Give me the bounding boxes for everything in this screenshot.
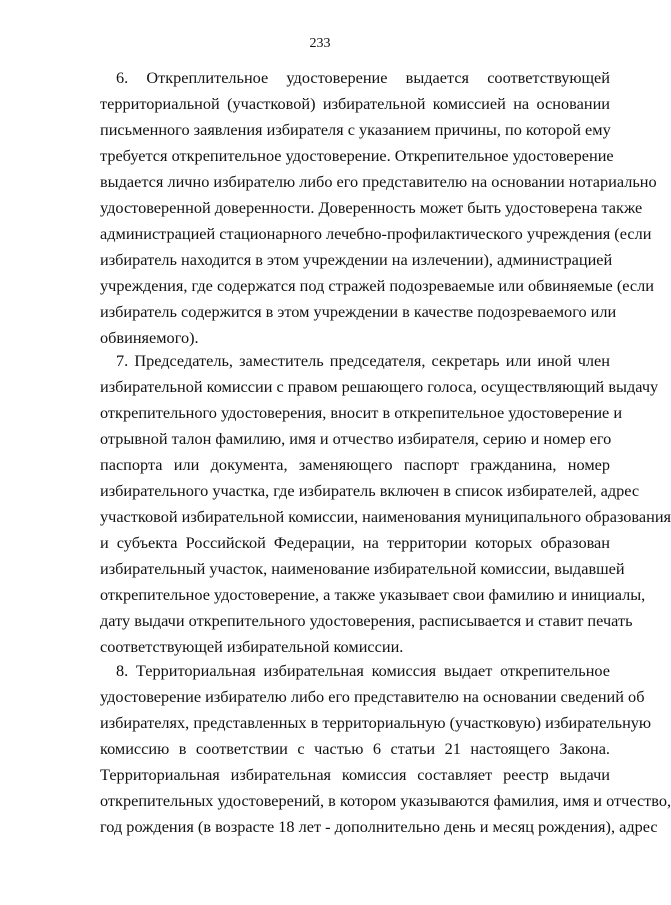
text-line: паспорта или документа, заменяющего паспорт гражданина, номер bbox=[100, 455, 610, 474]
text-line: обвиняемого). bbox=[100, 328, 199, 347]
text-line: удостоверенной доверенности. Доверенность может быть удостоверена также bbox=[100, 198, 643, 217]
paragraph-6 bbox=[100, 65, 657, 351]
text-line: администрацией стационарного лечебно-профилактического учреждения (если bbox=[100, 224, 652, 243]
text-line: избирательной комиссии с правом решающего голоса, осуществляющий выдачу bbox=[100, 377, 659, 396]
text-line: избиратель содержится в этом учреждении в качестве подозреваемого или bbox=[100, 302, 617, 321]
text-line: год рождения (в возрасте 18 лет - дополнительно день и месяц рождения), адрес bbox=[100, 817, 658, 836]
text-line: территориальной (участковой) избирательной комиссией на основании bbox=[100, 94, 610, 113]
text-line: избиратель находится в этом учреждении на излечении), администрацией bbox=[100, 250, 613, 269]
text-line: и субъекта Российской Федерации, на территории которых образован bbox=[100, 533, 610, 552]
text-line: открепительное удостоверение, а также указывает свои фамилию и инициалы, bbox=[100, 585, 646, 604]
text-line: учреждения, где содержатся под стражей подозреваемые или обвиняемые (если bbox=[100, 276, 654, 295]
text-line: удостоверение избирателю либо его представителю на основании сведений об bbox=[100, 687, 645, 706]
text-line: избирательный участок, наименование избирательной комиссии, выдавшей bbox=[100, 559, 625, 578]
text-line: требуется открепительное удостоверение. Открепительное удостоверение bbox=[100, 146, 614, 165]
text-line: письменного заявления избирателя с указанием причины, по которой ему bbox=[100, 120, 611, 139]
paragraph-7 bbox=[100, 348, 671, 660]
text-line: дату выдачи открепительного удостоверения, расписывается и ставит печать bbox=[100, 611, 633, 630]
text-line: открепительных удостоверений, в котором указываются фамилия, имя и отчество, bbox=[100, 791, 671, 810]
text-line: выдается лично избирателю либо его представителю на основании нотариально bbox=[100, 172, 657, 191]
text-line: отрывной талон фамилию, имя и отчество избирателя, серию и номер его bbox=[100, 429, 612, 448]
text-line: избирательного участка, где избиратель включен в список избирателей, адрес bbox=[100, 481, 640, 500]
text-line: участковой избирательной комиссии, наименования муниципального образования bbox=[100, 507, 671, 526]
text-line: комиссию в соответствии с частью 6 статьи 21 настоящего Закона. bbox=[100, 739, 610, 758]
text-line: 7. Председатель, заместитель председателя, секретарь или иной член bbox=[116, 351, 610, 370]
text-line: избирателях, представленных в территориальную (участковую) избирательную bbox=[100, 713, 652, 732]
text-line: соответствующей избирательной комиссии. bbox=[100, 637, 404, 656]
paragraph-8 bbox=[100, 658, 671, 840]
page-number: 233 bbox=[309, 36, 331, 51]
text-line: Территориальная избирательная комиссия составляет реестр выдачи bbox=[100, 765, 610, 784]
text-line: 6. Откреплительное удостоверение выдается соответствующей bbox=[116, 68, 610, 87]
text-line: открепительного удостоверения, вносит в открепительное удостоверение и bbox=[100, 403, 623, 422]
text-line: 8. Территориальная избирательная комиссия выдает открепительное bbox=[116, 661, 610, 680]
